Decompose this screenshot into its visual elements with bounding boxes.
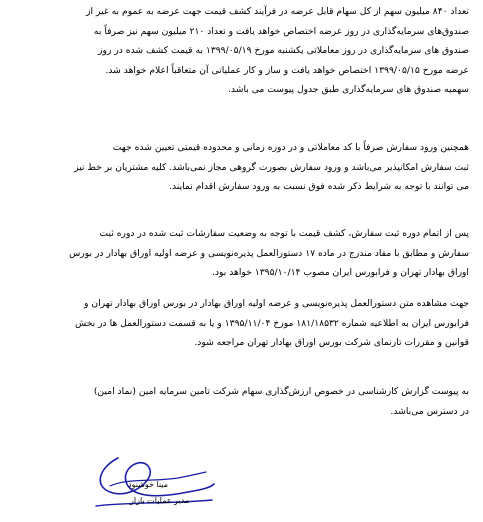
text-line: سفارش و مطابق با مفاد مندرج در ماده ۱۷ دستورالعمل پذیره‌نویسی و عرضه اولیه اوراق بهادار در بورس (69, 247, 469, 259)
text-line: پس از اتمام دوره ثبت سفارش، کشف قیمت با توجه به وضعیت سفارشات ثبت شده در دوره ثبت (99, 228, 469, 239)
text-line: صندوق‌های سرمایه‌گذاری در روز عرضه اختصاص خواهد یافت و تعداد ۲۱۰ میلیون سهم نیز صرفاً به (93, 25, 469, 37)
text-line: قوانین و مقررات تارنمای شرکت بورس اوراق بهادار تهران مراجعه شود. (194, 337, 469, 348)
paragraph-order-entry (14, 138, 469, 197)
text-line: در دسترس می‌باشد. (390, 405, 469, 417)
paragraph-regulations (14, 294, 469, 353)
text-line: اوراق بهادار تهران و فرابورس ایران مصوب ۱۳۹۵/۱۰/۱۴ خواهد بود. (211, 267, 469, 278)
text-line: تعداد ۸۴۰ میلیون سهم از کل سهام قابل عرضه در فرآیند کشف قیمت جهت عرضه به عموم به غیر از (86, 6, 469, 17)
signatory-role: مدیر عملیات بازار (130, 496, 190, 505)
text-line: سهمیه صندوق های سرمایه‌گذاری طبق جدول پیوست می باشد. (228, 84, 469, 95)
text-line: همچنین ورود سفارش صرفاً با کد معاملاتی و در دوره زمانی و محدوده قیمتی تعیین شده جهت (112, 142, 469, 153)
text-line: جهت مشاهده متن دستورالعمل پذیره‌نویسی و عرضه اولیه اوراق بهادار در بورس اوراق بهادار تهران و (83, 298, 469, 309)
paragraph-price-discovery (14, 224, 469, 283)
text-line: ثبت سفارش امکانپذیر می‌باشد و ورود سفارش بصورت گروهی مجاز نمی‌باشد. کلیه مشتریان بر خط نیز (74, 161, 469, 173)
text-line: عرضه مورخ ۱۳۹۹/۰۵/۱۵ اختصاص خواهد یافت و ساز و کار عملیاتی آن متعاقباً اعلام خواهد شد. (105, 64, 469, 76)
text-line: صندوق های سرمایه‌گذاری در روز معاملاتی یکشنبه مورخ ۱۳۹۹/۰۵/۱۹ به قیمت کشف شده در روز (98, 45, 469, 56)
paragraph-share-allocation (14, 2, 469, 100)
signatory-name: مینا خوشنود (128, 480, 168, 489)
paragraph-valuation-report (14, 382, 469, 421)
text-line: به پیوست گزارش کارشناسی در خصوص ارزش‌گذاری سهام شرکت تامین سرمایه امین (نماد امین) (93, 386, 469, 397)
text-line: فرابورس ایران به اطلاعیه شماره ۱۸۱/۱۸۵۳۲ مورخ ۱۳۹۵/۱۱/۰۴ و یا به قسمت دستورالعمل ها در بخش (75, 317, 469, 329)
text-line: می توانند با توجه به شرایط ذکر شده فوق نسبت به ورود سفارش اقدام نمایند. (169, 181, 469, 192)
